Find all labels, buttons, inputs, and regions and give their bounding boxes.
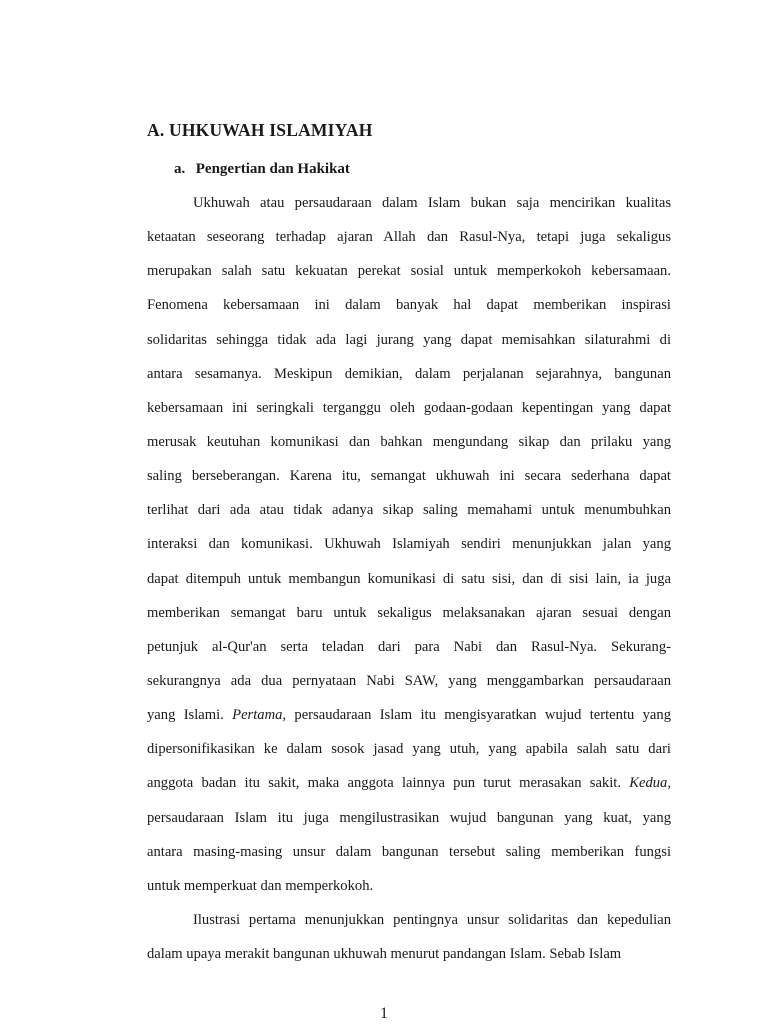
italic-term: Pertama — [232, 707, 283, 724]
text-line — [147, 263, 671, 297]
text-line — [147, 673, 671, 707]
text-segment: antara sesamanya. Meskipun demikian, dalam perjalanan sejarahnya, bangunan — [147, 365, 671, 382]
page-number: 1 — [380, 1005, 388, 1022]
text-segment: dapat ditempuh untuk membangun komunikasi di satu sisi, dan di sisi lain, ia juga — [147, 570, 671, 587]
text-segment: anggota badan itu sakit, maka anggota lainnya pun turut merasakan sakit. — [147, 775, 630, 792]
text-segment: petunjuk al-Qur'an serta teladan dari para Nabi dan Rasul-Nya. Sekurang- — [147, 638, 671, 655]
text-line — [147, 229, 671, 263]
text-segment: memberikan semangat baru untuk sekaligus melaksanakan ajaran sesuai dengan — [147, 604, 671, 621]
subsection-marker: a. — [174, 161, 186, 177]
text-line — [147, 810, 671, 844]
text-line — [147, 297, 671, 331]
text-segment: Ukhuwah atau persaudaraan dalam Islam bukan saja mencirikan kualitas — [193, 195, 671, 211]
text-segment: saling berseberangan. Karena itu, semangat ukhuwah ini secara sederhana dapat — [147, 468, 671, 485]
text-line — [147, 468, 671, 502]
section-heading: A. UHKUWAH ISLAMIYAH — [147, 120, 373, 140]
text-line — [147, 878, 671, 912]
text-segment: interaksi dan komunikasi. Ukhuwah Islamiyah sendiri menunjukkan jalan yang — [147, 536, 671, 553]
body-paragraph-2 — [147, 912, 671, 980]
text-line — [147, 434, 671, 468]
italic-term: Kedua — [629, 775, 668, 792]
text-segment: dipersonifikasikan ke dalam sosok jasad yang utuh, yang apabila salah satu dari — [147, 741, 671, 758]
text-segment: merupakan salah satu kekuatan perekat sosial untuk memperkokoh kebersamaan. — [147, 263, 671, 280]
text-segment: solidaritas sehingga tidak ada lagi jurang yang dapat memisahkan silaturahmi di — [147, 331, 671, 348]
text-line — [147, 502, 671, 536]
text-line — [147, 775, 671, 809]
text-line — [147, 946, 671, 980]
text-line — [147, 605, 671, 639]
text-segment: merusak keutuhan komunikasi dan bahkan mengundang sikap dan prilaku yang — [147, 433, 671, 450]
text-line — [147, 536, 671, 570]
text-line — [147, 366, 671, 400]
text-segment: antara masing-masing unsur dalam bangunan tersebut saling memberikan fungsi — [147, 843, 671, 860]
text-segment: kebersamaan ini seringkali terganggu oleh godaan-godaan kepentingan yang dapat — [147, 399, 671, 416]
text-line — [147, 912, 671, 946]
text-line — [147, 741, 671, 775]
subsection-heading — [174, 161, 350, 178]
text-line — [147, 571, 671, 605]
text-segment: yang Islami. — [147, 707, 233, 724]
text-segment: Fenomena kebersamaan ini dalam banyak hal dapat memberikan inspirasi — [147, 297, 671, 314]
text-segment: , — [667, 775, 671, 792]
subsection-title: Pengertian dan Hakikat — [195, 161, 350, 177]
text-line — [147, 844, 671, 878]
text-line — [147, 639, 671, 673]
text-line — [147, 707, 671, 741]
text-segment: dalam upaya merakit bangunan ukhuwah menurut pandangan Islam. Sebab Islam — [147, 946, 622, 963]
text-segment: persaudaraan Islam itu juga mengilustrasikan wujud bangunan yang kuat, yang — [147, 809, 671, 826]
text-line — [147, 195, 671, 229]
text-segment: untuk memperkuat dan memperkokoh. — [147, 877, 374, 894]
text-segment: sekurangnya ada dua pernyataan Nabi SAW, yang menggambarkan persaudaraan — [147, 672, 671, 689]
text-line — [147, 400, 671, 434]
body-paragraph-1 — [147, 195, 671, 912]
text-line — [147, 332, 671, 366]
text-segment: Ilustrasi pertama menunjukkan pentingnya unsur solidaritas dan kepedulian — [193, 912, 671, 928]
text-segment: terlihat dari ada atau tidak adanya sikap saling memahami untuk menumbuhkan — [147, 502, 671, 519]
text-segment: ketaatan seseorang terhadap ajaran Allah dan Rasul-Nya, tetapi juga sekaligus — [147, 229, 671, 246]
text-segment: , persaudaraan Islam itu mengisyaratkan wujud tertentu yang — [282, 707, 671, 724]
